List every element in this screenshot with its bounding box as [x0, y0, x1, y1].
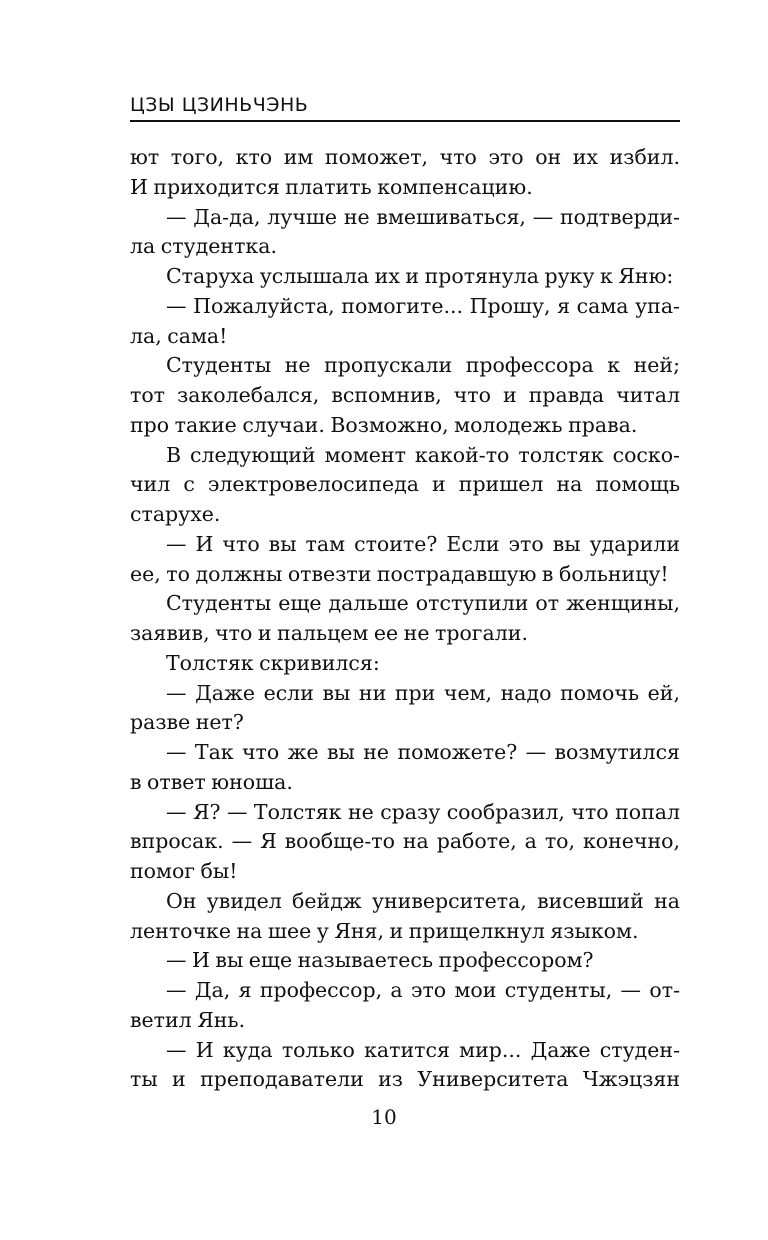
- text-line: Студенты не пропускали профессора к ней;: [166, 353, 680, 378]
- text-line: разве нет?: [130, 710, 244, 735]
- text-line: ветил Янь.: [130, 1007, 246, 1032]
- text-line: ла, сама!: [130, 323, 228, 348]
- text-line: старухе.: [130, 502, 221, 526]
- running-head-author: ЦЗЫ ЦЗИНЬЧЭНЬ: [130, 94, 309, 116]
- text-line: Студенты еще дальше отступили от женщины,: [166, 591, 680, 616]
- text-line: — Пожалуйста, помогите... Прошу, я сама упа-: [166, 293, 680, 318]
- text-line: помог бы!: [130, 859, 238, 883]
- running-head: [130, 94, 680, 122]
- text-line: ты и преподаватели из Университета Чжэцзян: [130, 1067, 680, 1092]
- text-line: В следующий момент какой-то толстяк соско-: [166, 442, 680, 467]
- text-line: чил с электровелосипеда и пришел на помощь: [130, 472, 680, 497]
- text-line: — Даже если вы ни при чем, надо помочь ей,: [166, 680, 680, 705]
- body-text: [130, 143, 680, 1095]
- text-line: — И что вы там стоите? Если это вы ударили: [166, 531, 680, 556]
- text-line: — Да, я профессор, а это мои студенты, — от-: [166, 978, 680, 1002]
- text-line: — Так что же вы не поможете? — возмутился: [166, 740, 680, 764]
- text-line: тот заколебался, вспомнив, что и правда читал: [130, 383, 680, 407]
- page-number: 10: [371, 1105, 397, 1129]
- text-line: — И куда только катится мир... Даже студен-: [166, 1037, 680, 1062]
- text-line: заявив, что и пальцем ее не трогали.: [130, 621, 528, 645]
- text-line: Он увидел бейдж университета, висевший на: [166, 888, 680, 913]
- text-line: ленточке на шее у Яня, и прищелкнул языком.: [130, 918, 639, 943]
- text-line: про такие случаи. Возможно, молодежь права.: [130, 412, 638, 437]
- text-line: впросак. — Я вообще-то на работе, а то, конечно,: [130, 829, 680, 854]
- text-line: ла студентка.: [130, 234, 277, 259]
- text-line: ют того, кто им поможет, что это он их избил.: [130, 145, 680, 169]
- text-line: в ответ юноша.: [130, 769, 293, 794]
- text-line: ее, то должны отвезти пострадавшую в больницу!: [130, 561, 669, 586]
- text-line: Толстяк скривился:: [166, 650, 380, 675]
- text-line: — Я? — Толстяк не сразу сообразил, что попал: [166, 799, 680, 824]
- text-line: — И вы еще называетесь профессором?: [166, 948, 594, 973]
- text-line: И приходится платить компенсацию.: [130, 174, 533, 199]
- text-line: — Да-да, лучше не вмешиваться, — подтверди-: [166, 204, 680, 229]
- text-line: Старуха услышала их и протянула руку к Яню:: [166, 264, 674, 288]
